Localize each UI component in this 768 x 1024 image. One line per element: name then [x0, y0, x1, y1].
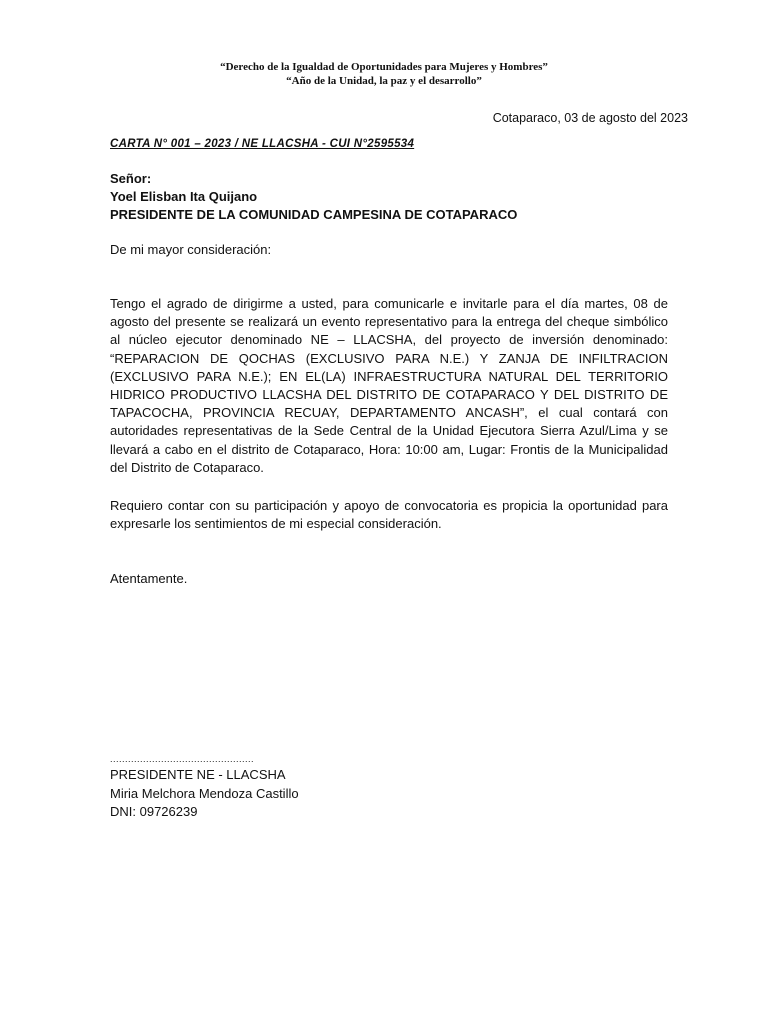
addressee-name: Yoel Elisban Ita Quijano — [110, 189, 258, 204]
letter-header — [0, 60, 768, 88]
signature-line: ................................................ — [110, 754, 255, 764]
addressee-position: PRESIDENTE DE LA COMUNIDAD CAMPESINA DE COTAPARACO — [110, 207, 518, 222]
body-paragraph-1: Tengo el agrado de dirigirme a usted, para comunicarle e invitarle para el día martes, 08 de agosto del presente se realizará un evento representativo para la entrega del cheque simbólico al núcleo ejecutor denominado NE – LLACSHA, del proyecto de inversión denominado: “REPARACION DE QOCHAS (EXCLUSIVO PARA N.E.) Y ZANJA DE INFILTRACION (EXCLUSIVO PARA N.E.); EN EL(LA) INFRAESTRUCTURA NATURAL DEL TERRITORIO HIDRICO PRODUCTIVO LLACSHA DEL DISTRITO DE COTAPARACO Y DEL DISTRITO DE TAPACOCHA, PROVINCIA RECUAY, DEPARTAMENTO ANCASH”, el cual contará con autoridades representativas de la Sede Central de la Unidad Ejecutora Sierra Azul/Lima y se llevará a cabo en el distrito de Cotaparaco, Hora: 10:00 am, Lugar: Frontis de la Municipalidad del Distrito de Cotaparaco. — [110, 296, 668, 475]
signer-dni: DNI: 09726239 — [110, 804, 198, 819]
body-paragraph-2: Requiero contar con su participación y apoyo de convocatoria es propicia la oportunidad para expresarle los sentimientos de mi especial consideración. — [110, 498, 668, 532]
signer-name: Miria Melchora Mendoza Castillo — [110, 785, 299, 801]
signer-title: PRESIDENTE NE - LLACSHA — [110, 767, 286, 782]
header-motto-line-2: “Año de la Unidad, la paz y el desarrollo” — [286, 75, 482, 87]
letter-date: Cotaparaco, 03 de agosto del 2023 — [492, 111, 688, 125]
header-motto-line-1: “Derecho de la Igualdad de Oportunidades para Mujeres y Hombres” — [220, 61, 548, 73]
addressee-block — [110, 170, 517, 224]
addressee-salutation: Señor: — [110, 171, 152, 186]
letter-reference: CARTA N° 001 – 2023 / NE LLACSHA - CUI N°2595534 — [110, 138, 415, 150]
signature-block — [110, 752, 299, 822]
letter-closing: Atentamente. — [110, 571, 188, 586]
letter-greeting: De mi mayor consideración: — [110, 242, 272, 257]
